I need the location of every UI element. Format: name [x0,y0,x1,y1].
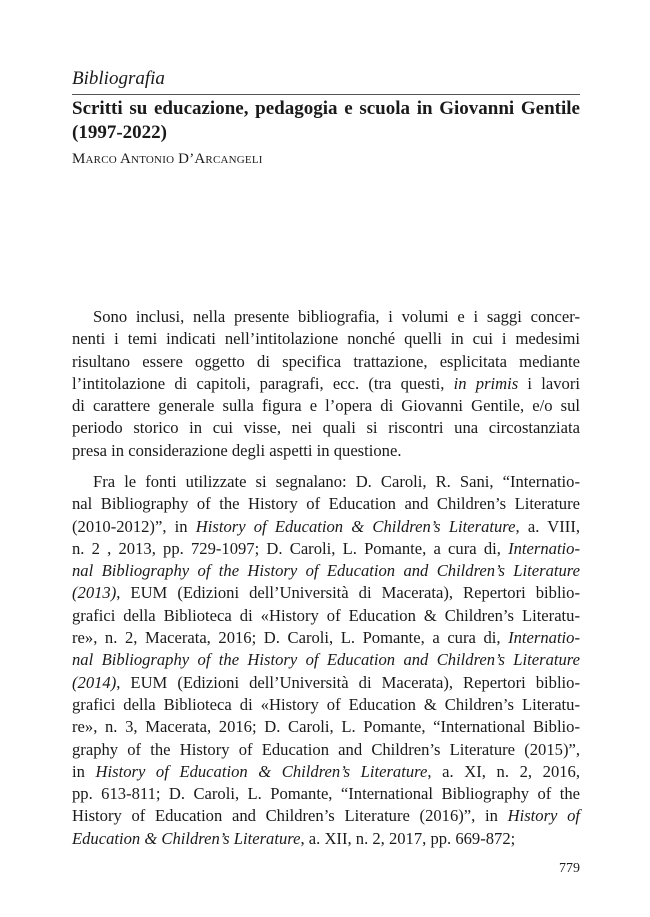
text-run: re», n. 3, Macerata, 2016; D. Caroli, L. Pomante, “International Biblio- [72,717,580,737]
page-number: 779 [559,861,580,876]
italic-text: Internatio- [508,538,580,558]
text-run: , a. XII, n. 2, 2017, pp. 669-872; [300,828,516,848]
text-line [72,395,580,417]
text-run: Sono inclusi, nella presente bibliografia, i volumi e i saggi concer- [93,307,580,326]
text-run: presa in considerazione degli aspetti in questione. [72,440,402,460]
text-run: , EUM (Edizioni dell’Università di Macerata), Repertori biblio- [116,583,580,603]
text-line [72,783,580,805]
text-run: i lavori [518,373,580,393]
text-line [72,739,580,761]
text-line [72,694,580,716]
italic-text: (2014) [72,672,117,692]
text-line [72,538,580,560]
text-run: , a. XI, n. 2, 2016, [427,761,580,781]
italic-text: nal Bibliography of the History of Education and Children’s Literature [72,650,580,670]
italic-text: (2013) [72,583,117,603]
text-run: (2010-2012)”, in [72,516,196,536]
italic-text: History of [507,806,580,826]
text-run: re», n. 2, Macerata, 2016; D. Caroli, L. Pomante, a cura di, [72,628,509,648]
text-run: nenti i temi indicati nell’intitolazione nonché quelli in cui i medesimi [72,329,580,349]
text-run: , a. VIII, [515,516,580,536]
text-line [72,627,580,649]
italic-text: History of Education & Children’s Literature [95,761,428,781]
text-line [72,373,580,395]
italic-text: nal Bibliography of the History of Education and Children’s Literature [72,561,580,581]
text-line [72,471,580,493]
text-run: Fra le fonti utilizzate si segnalano: D. Caroli, R. Sani, “Internatio- [93,472,580,491]
text-line [72,672,580,694]
text-line [72,805,580,827]
text-run: nal Bibliography of the History of Education and Children’s Literature [72,494,580,514]
text-line [72,716,580,738]
italic-text: Internatio- [508,628,580,648]
text-line [72,440,580,462]
body-paragraph-sources [72,471,580,850]
text-run: , EUM (Edizioni dell’Università di Macerata), Repertori biblio- [116,672,580,692]
text-line [72,649,580,671]
text-run: periodo storico in cui visse, nei quali si riscontri una circostanziata [72,418,580,438]
text-run: History of Education and Children’s Literature (2016)”, in [72,806,508,826]
text-line [72,417,580,439]
text-line [72,306,580,328]
text-run: l’intitolazione di capitoli, paragrafi, ecc. (tra questi, [72,373,454,393]
italic-text: History of Education & Children’s Literature [195,516,516,536]
text-run: risultano essere oggetto di specifica trattazione, esplicitata mediante [72,351,580,371]
text-line [72,328,580,350]
text-line [72,516,580,538]
text-line [72,582,580,604]
text-line [72,351,580,373]
text-run: graphy of the History of Education and Children’s Literature (2015)”, [72,739,580,759]
text-run: in [72,761,96,781]
italic-text: in primis [453,373,519,393]
text-line [72,493,580,515]
text-line [72,560,580,582]
text-run: grafici della Biblioteca di «History of Education & Children’s Literatu- [72,605,580,625]
text-line [72,828,580,850]
italic-text: Education & Children’s Literature [72,828,301,848]
text-run: pp. 613-811; D. Caroli, L. Pomante, “International Bibliography of the [72,784,580,804]
text-line [72,605,580,627]
text-run: n. 2 , 2013, pp. 729-1097; D. Caroli, L. Pomante, a cura di, [72,538,509,558]
section-label: Bibliografia [72,68,165,89]
header-rule [72,94,580,95]
article-author: Marco Antonio D’Arcangeli [72,151,263,167]
article-title: Scritti su educazione, pedagogia e scuola in Giovanni Gentile (1997-2022) [72,98,580,143]
text-line [72,761,580,783]
body-paragraph-intro [72,306,580,462]
text-run: grafici della Biblioteca di «History of Education & Children’s Literatu- [72,694,580,714]
document-page [72,0,580,917]
text-run: di carattere generale sulla figura e l’opera di Giovanni Gentile, e/o sul [72,396,580,416]
